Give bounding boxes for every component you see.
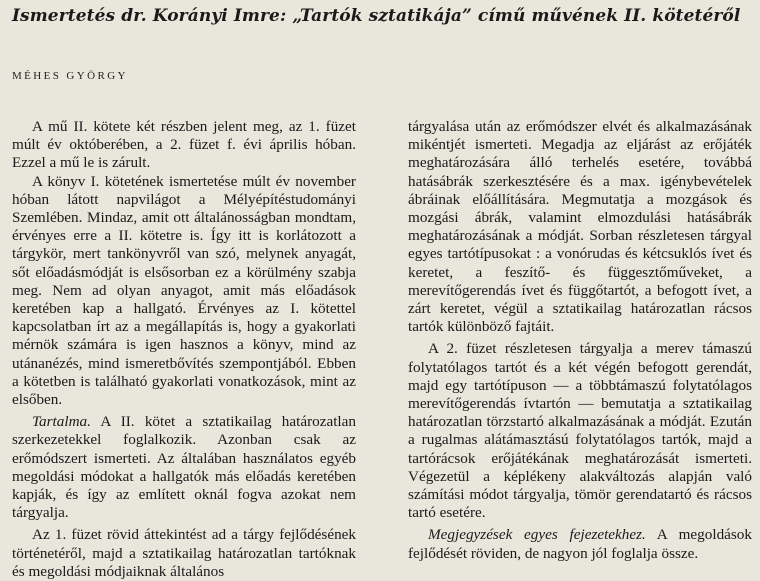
paragraph-contents — [12, 413, 356, 522]
author-name: MÉHES GYÖRGY — [12, 70, 128, 82]
paragraph-first-fascicle: Az 1. füzet rövid áttekintést ad a tárgy fejlődésének történetéről, majd a sztatikailag határozatlan tartóknak és megoldási módjaiknak általános — [12, 526, 356, 580]
left-column — [12, 118, 356, 581]
paragraph-volume-one: A könyv I. kötetének ismertetése múlt év november hóban látott napvilágot a Mélyépítéstudományi Szemlében. Mindaz, amit ott általánosságban mondtam, érvényes erre a II. kötetre is. Így itt is korlátozott a tárgykör, mert tankönyvről van szó, melynek anyagát, sőt előadásmódját is elsősorban ez a körülmény szabja meg. Nem ad olyan anyagot, amit más előadások keretében kap a hallgató. Érvényes az I. kötettel kapcsolatban írt az a megállapítás is, hogy a gyakorlati mérnök számára is igen hasznos a könyv, mind az utánanézés, mind ismeretbővítés szempontjából. Ebben a kötetben is található gyakorlati vonatkozások, mint az elsőben. — [12, 172, 356, 409]
paragraph-continuation: tárgyalása után az erőmódszer elvét és alkalmazásának mikéntjét ismerteti. Megadja az eljárást az erőjáték meghatározására álló terhelés esetére, továbbá hatásábrák szerkesztésére és a max. igénybevételek ábráinak előállítására. Megmutatja a mozgások és mozgási ábrák, valamint elmozdulási hatásábrák meghatározásának a módját. Sorban részletesen tárgyal egyes tartótípusokat : a vonórudas és kétcsuklós ívet és keretet, a feszítő- és függesztőműveket, a merevítőgerendás ívet és függőtartót, a befogott ívet, a zárt keretet, végül a sztatikailag határozatlan rácsos tartók különböző fajtáit. — [408, 118, 752, 336]
remarks-text: A megoldások fejlődését röviden, de nagyon jól foglalja össze. — [408, 526, 752, 562]
contents-lead: Tartalma. — [32, 413, 91, 431]
contents-text: A II. kötet a sztatikailag határozatlan szerkezetekkel foglalkozik. Azonban csak az erőmódszert ismerteti. Az általában használatos egyéb megoldási módokat a hallgatók más előadás keretében kapják, és így az említett oknál fogva azokat nem tárgyalja. — [12, 413, 356, 522]
right-column — [408, 118, 752, 563]
paragraph-second-fascicle: A 2. füzet részletesen tárgyalja a merev támaszú folytatólagos tartót és a két végén befogott gerendát, majd egy tartótípuson — a többtámaszú folytatólagos merevítőgerendás ívtartón — bemutatja a sztatikailag határozatlan törzstartó alkalmazásának a módját. Ezután a rugalmas alátámasztású folytatólagos tartók, majd a tartórácsok erőjátékának meghatározását ismerteti. Végezetül a képlékeny alakváltozás alapján való számítási módot tárgyalja, tömör gerendatartó és rácsos tartó esetére. — [408, 340, 752, 522]
remarks-lead: Megjegyzések egyes fejezetekhez. — [428, 526, 646, 544]
paragraph-remarks — [408, 526, 752, 562]
paragraph-intro: A mű II. kötete két részben jelent meg, az 1. füzet múlt év októberében, a 2. füzet f. évi április hóban. Ezzel a mű le is zárult. — [12, 118, 356, 172]
article-title: Ismertetés dr. Korányi Imre: „Tartók sztatikája” című művének II. kötetéről — [12, 6, 741, 26]
